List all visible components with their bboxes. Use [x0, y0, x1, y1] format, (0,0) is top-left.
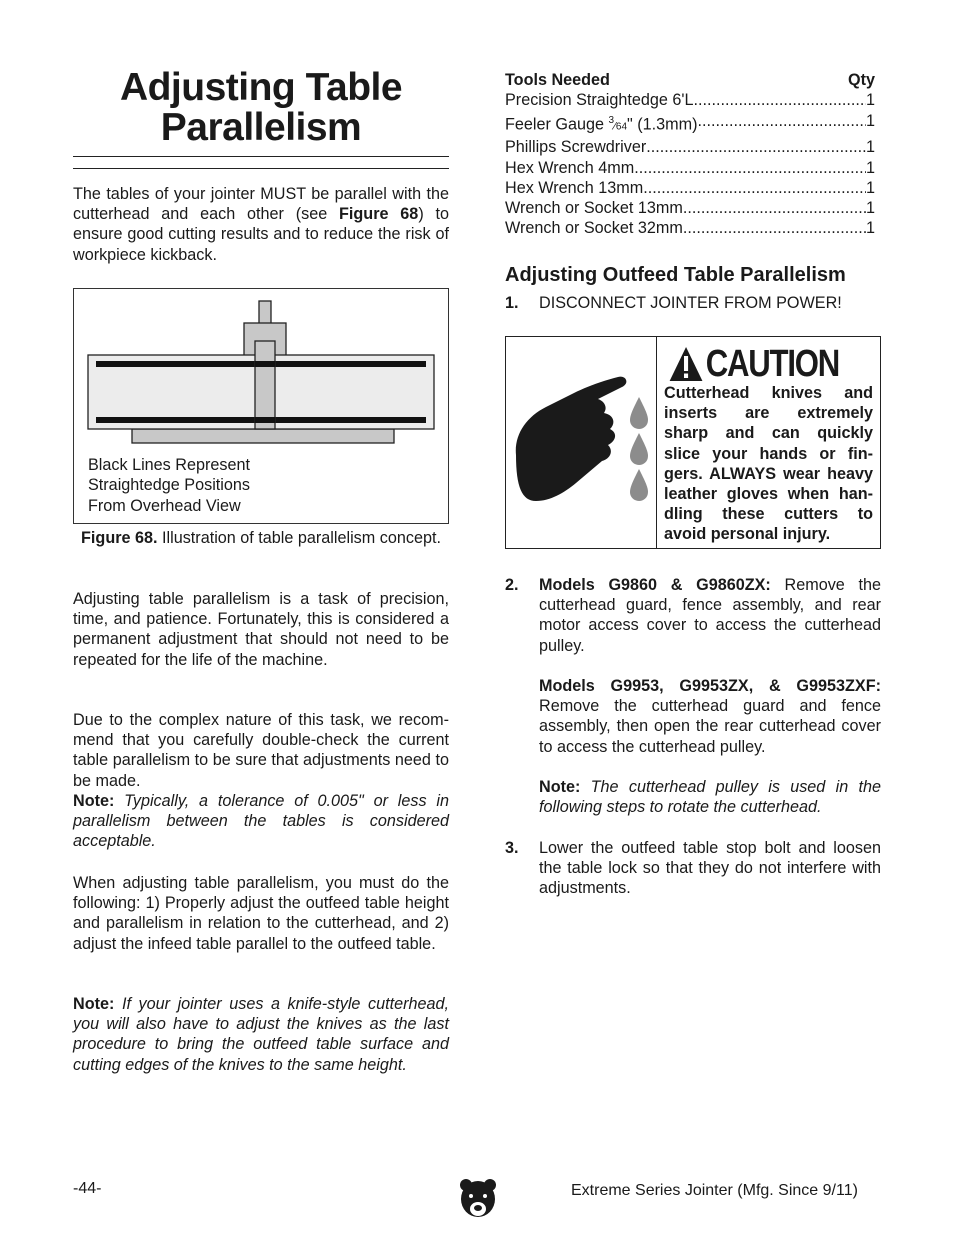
fraction-denominator: 64 — [615, 120, 628, 132]
tools-header-qty: Qty — [848, 71, 875, 89]
step-2 — [505, 575, 881, 656]
tool-qty: 1 — [865, 111, 875, 130]
step-3 — [505, 838, 881, 899]
step-models: Models G9953, G9953ZX, & G9953ZXF: — [539, 677, 881, 695]
note-label: Note: — [539, 778, 581, 796]
paragraph-procedure: When adjusting table parallelism, you must do the following: 1) Properly adjust the outfeed table height and parallelism in relation to the cutterhead, and 2) adjust the infeed table parallel to the outfeed table. — [73, 874, 449, 953]
step-text — [539, 575, 881, 656]
tool-item — [505, 218, 875, 238]
leader-dots — [634, 158, 866, 178]
tool-qty: 1 — [865, 219, 875, 238]
section-heading: Adjusting Outfeed Table Parallelism — [505, 264, 846, 286]
drop-icon — [630, 469, 648, 501]
step-text: Lower the outfeed table stop bolt and loosen the table lock so that they do not interfere with adjustments. — [539, 839, 881, 898]
step-number: 1. — [505, 294, 519, 312]
step-note — [539, 777, 881, 817]
caution-title — [668, 343, 839, 385]
note-tolerance — [73, 791, 449, 852]
figure-reference: Figure 68 — [339, 205, 419, 224]
step-2-alt-models — [505, 676, 881, 757]
page-number: -44- — [73, 1180, 102, 1197]
page-title-line1: Adjusting Table — [119, 66, 403, 109]
paragraph-complex: Due to the complex nature of this task, we recom-mend that you carefully double-check the current table parallelism to be sure that adjustments need to be made. — [73, 711, 449, 790]
figure-inner-label — [88, 455, 250, 516]
tool-item — [505, 137, 875, 157]
tool-name: Hex Wrench 13mm — [505, 178, 644, 197]
leader-dots — [646, 137, 866, 157]
tool-name: Hex Wrench 4mm — [505, 158, 635, 177]
note-knife-style — [73, 994, 449, 1075]
tool-qty: 1 — [865, 138, 875, 157]
title-rule-bottom — [73, 168, 449, 169]
caution-box — [505, 336, 881, 549]
tool-name: Feeler Gauge $^3$⁄64" (1.3mm) — [505, 114, 698, 133]
step-2-note — [505, 777, 881, 817]
cutterhead-line-top — [255, 361, 275, 367]
tool-name: Wrench or Socket 13mm — [505, 199, 683, 218]
tools-needed-table — [505, 70, 875, 239]
cutterhead — [255, 341, 275, 429]
figure-caption-label: Figure 68. — [81, 529, 158, 547]
leader-dots — [693, 90, 866, 110]
figure-caption — [73, 528, 449, 548]
fraction-numerator: 3 — [608, 114, 615, 126]
bear-logo-icon — [458, 1177, 498, 1226]
step-1 — [505, 293, 881, 313]
intro-text: The tables of your jointer MUST be parallel with the cutterhead and each other (see — [73, 185, 449, 224]
tool-item — [505, 90, 875, 110]
tool-item — [505, 198, 875, 218]
warning-triangle-icon — [668, 345, 704, 383]
figure-caption-text: Illustration of table parallelism concept. — [157, 529, 441, 547]
tool-qty: 1 — [865, 91, 875, 110]
tool-qty: 1 — [865, 199, 875, 218]
figure-label-line: From Overhead View — [88, 496, 241, 515]
tool-qty: 1 — [865, 178, 875, 197]
tool-item — [505, 158, 875, 178]
step-instructions: Remove the cutterhead guard, fence assembly, and rear motor access cover to access the cutterhead pulley. — [539, 576, 881, 655]
page-title — [73, 68, 449, 148]
leader-dots — [683, 218, 866, 238]
note-text: If your jointer uses a knife-style cutterhead, you will also have to adjust the knives as the last procedure to bring the outfeed table surface and cutting edges of the knives to the same height. — [73, 995, 449, 1074]
cutterhead-line-bottom — [255, 417, 275, 423]
tool-qty: 1 — [865, 158, 875, 177]
drop-icon — [630, 433, 648, 465]
note-text: Typically, a tolerance of 0.005" or less in parallelism between the tables is considered acceptable. — [73, 792, 449, 851]
step-text: DISCONNECT JOINTER FROM POWER! — [539, 294, 842, 312]
leader-dots — [683, 198, 866, 218]
tools-header — [505, 70, 875, 90]
caution-title-text: CAUTION — [705, 343, 840, 385]
footer-title: Extreme Series Jointer (Mfg. Since 9/11) — [571, 1182, 858, 1199]
step-number: 3. — [505, 839, 519, 857]
page-title-line2: Parallelism — [160, 106, 362, 149]
step-number: 2. — [505, 576, 519, 594]
step-text — [539, 676, 881, 757]
intro-text-end: ) to ensure good cutting results and to reduce the risk of workpiece kickback. — [73, 205, 450, 264]
tool-name-part: Feeler Gauge — [505, 114, 609, 133]
tool-item — [505, 178, 875, 198]
figure-label-line: Black Lines Represent — [88, 456, 250, 474]
tools-header-label: Tools Needed — [505, 71, 610, 89]
leader-dots — [698, 111, 866, 138]
tool-item — [505, 111, 875, 138]
note-text: The cutterhead pulley is used in the following steps to rotate the cutterhead. — [539, 778, 881, 817]
tool-name: Wrench or Socket 32mm — [505, 219, 683, 238]
note-label: Note: — [73, 995, 115, 1013]
hand-silhouette — [516, 377, 627, 501]
drop-icon — [630, 397, 648, 429]
caution-text: Cutterhead knives and inserts are extremely sharp and can quickly slice your hands or fin-gers. ALWAYS wear heavy leather gloves when han-dling these cutters to avoid personal injury. — [664, 384, 873, 544]
paragraph-precision: Adjusting table parallelism is a task of precision, time, and patience. Fortunately, this is considered a permanent adjustment that should not need to be repeated for the life of the machine. — [73, 590, 449, 669]
step-models: Models G9860 & G9860ZX: — [539, 576, 771, 594]
hand-icon — [506, 337, 656, 548]
intro-paragraph — [73, 184, 449, 265]
tool-name-part: " (1.3mm) — [627, 114, 698, 133]
note-label: Note: — [73, 792, 115, 810]
tool-name: Phillips Screwdriver — [505, 138, 647, 157]
caution-image-panel — [506, 337, 657, 548]
title-rule-top — [73, 156, 449, 157]
tool-name: Precision Straightedge 6'L — [505, 91, 694, 110]
step-instructions: Remove the cutterhead guard and fence assembly, then open the rear cutterhead cover to access the cutterhead pulley. — [539, 697, 881, 756]
base-bar — [132, 429, 394, 443]
leader-dots — [643, 178, 866, 198]
figure-label-line: Straightedge Positions — [88, 476, 250, 495]
